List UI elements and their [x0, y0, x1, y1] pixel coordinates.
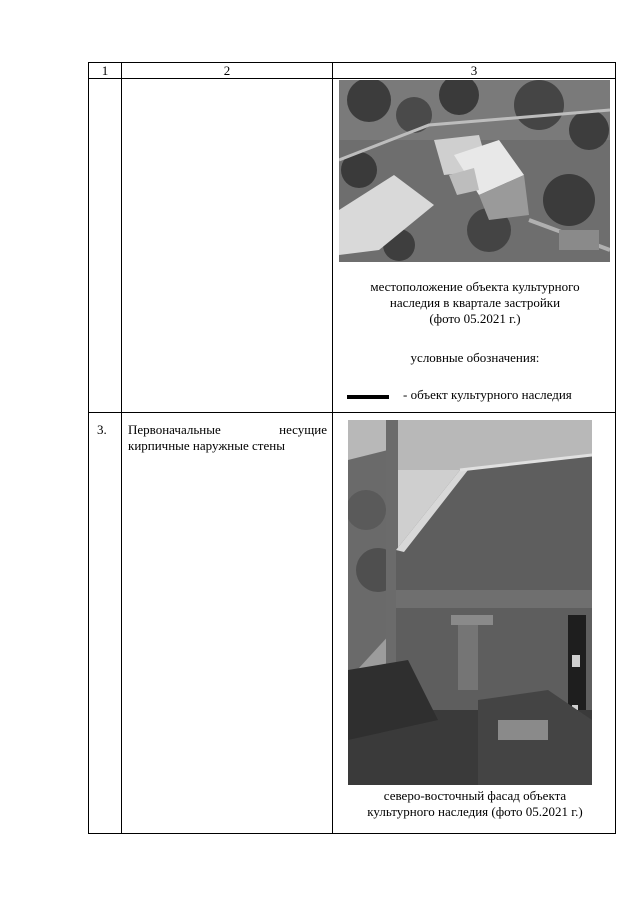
header-cell-1 [88, 62, 122, 79]
row2-description [128, 422, 327, 454]
header-cell-3 [332, 62, 616, 79]
row2-number: 3. [97, 422, 107, 437]
row1-cell-1 [88, 78, 122, 413]
row1-cell-2 [121, 78, 333, 413]
row2-cell-2 [121, 412, 333, 834]
row1-photo-caption [333, 279, 617, 327]
row1-cell-3 [332, 78, 616, 413]
row2-description-word1: Первоначальные [128, 422, 221, 437]
header-col2-label: 2 [223, 63, 231, 78]
legend-line-symbol [347, 395, 389, 399]
header-col1-label: 1 [101, 63, 109, 78]
row1-caption-line3: (фото 05.2021 г.) [429, 311, 521, 326]
row2-photo-caption [333, 788, 617, 820]
row2-caption-line1: северо-восточный фасад объекта [383, 788, 567, 803]
legend-title: условные обозначения: [410, 350, 540, 365]
row2-description-word2: несущие [279, 422, 327, 437]
header-cell-2 [121, 62, 333, 79]
row2-cell-3 [332, 412, 616, 834]
row2-caption-line2: культурного наследия (фото 05.2021 г.) [367, 804, 583, 819]
row2-cell-1 [88, 412, 122, 834]
row2-description-line2: кирпичные наружные стены [128, 438, 285, 453]
facade-photo [348, 420, 592, 785]
aerial-location-photo [339, 80, 610, 262]
header-col3-label: 3 [470, 63, 478, 78]
row1-caption-line1: местоположение объекта культурного [370, 279, 580, 294]
legend-item-label: - объект культурного наследия [403, 387, 572, 402]
row1-caption-line2: наследия в квартале застройки [389, 295, 561, 310]
